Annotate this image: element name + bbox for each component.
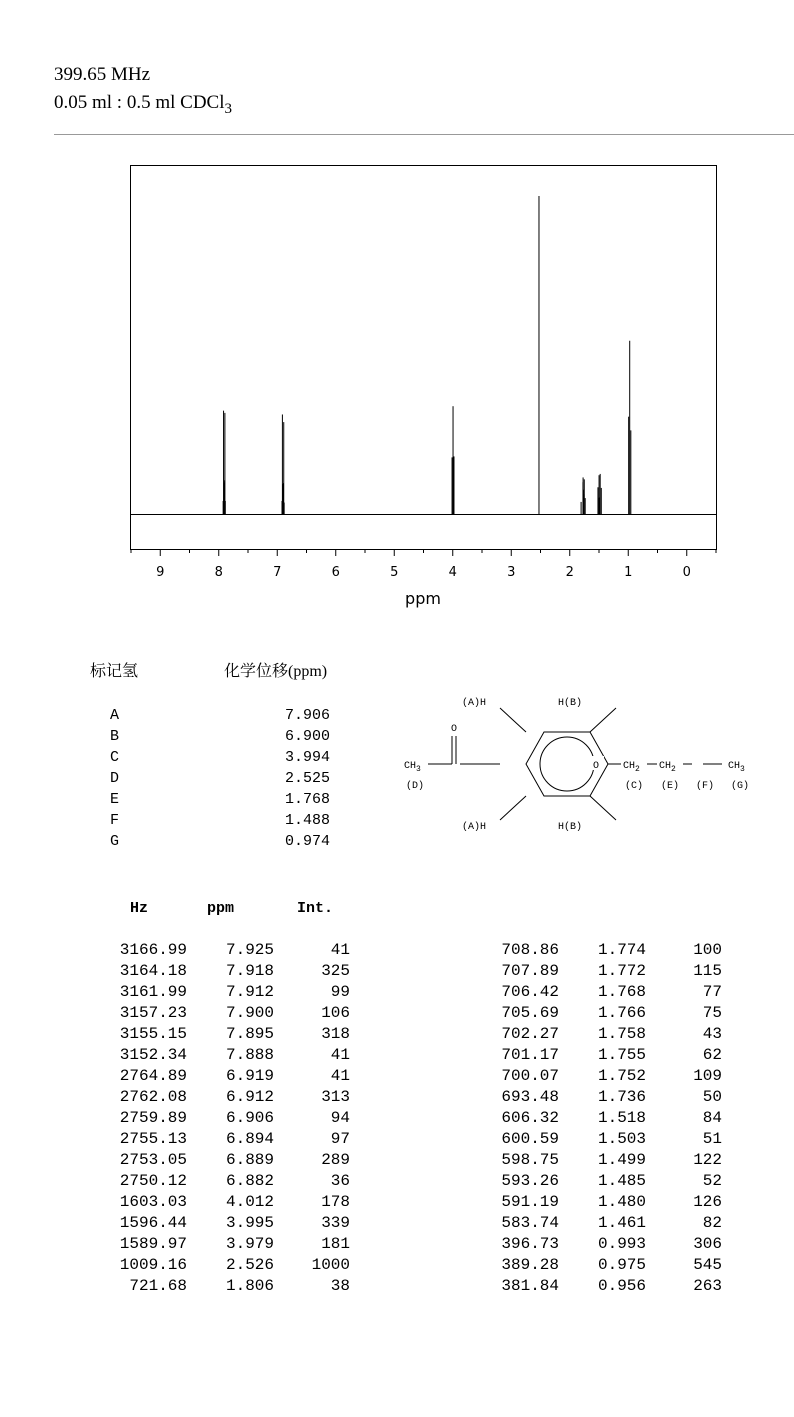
x-tick-label: 7 [273, 565, 282, 580]
peak-hz: 700.07 [501, 1067, 559, 1085]
peak-ppm: 7.900 [225, 1004, 274, 1022]
bond-top-left [500, 708, 526, 732]
peak-hz: 2755.13 [119, 1130, 187, 1148]
peak-row [400, 1066, 794, 1087]
hz-header: Hz [130, 900, 149, 917]
assignment-shift: 1.488 [284, 812, 330, 829]
peak-ppm: 0.956 [597, 1277, 646, 1295]
peak-ppm: 1.758 [597, 1025, 646, 1043]
peak-row [400, 961, 794, 982]
peak-row [0, 1255, 400, 1276]
peak-hz: 606.32 [501, 1109, 559, 1127]
peak-int: 325 [321, 962, 350, 980]
peak-ppm: 6.894 [225, 1130, 274, 1148]
peak-hz: 598.75 [501, 1151, 559, 1169]
peak-row [400, 1213, 794, 1234]
peak-hz: 2753.05 [119, 1151, 187, 1169]
peak-hz: 705.69 [501, 1004, 559, 1022]
peak-ppm: 6.919 [225, 1067, 274, 1085]
peak-ppm: 6.889 [225, 1151, 274, 1169]
peak-ppm: 2.526 [225, 1256, 274, 1274]
assignment-label: A [110, 707, 120, 724]
peak-int: 263 [693, 1277, 722, 1295]
assignment-shift: 7.906 [284, 707, 330, 724]
bottom-right-h: H(B) [558, 822, 583, 833]
peak-ppm: 1.503 [597, 1130, 646, 1148]
assignment-label: D [110, 770, 120, 787]
peak-ppm: 1.461 [597, 1214, 646, 1232]
peak-ppm: 1.518 [597, 1109, 646, 1127]
assignment-label: F [110, 812, 120, 829]
peak-hz: 591.19 [501, 1193, 559, 1211]
peak-ppm: 1.772 [597, 962, 646, 980]
peak-int: 306 [693, 1235, 722, 1253]
peak-row [0, 1045, 400, 1066]
peak-row [400, 1087, 794, 1108]
peak-int: 181 [321, 1235, 350, 1253]
peak-row [0, 1003, 400, 1024]
peak-row [400, 1255, 794, 1276]
peak-ppm: 7.895 [225, 1025, 274, 1043]
spectrometer-frequency: 399.65 MHz [54, 64, 151, 85]
peak-hz: 389.28 [501, 1256, 559, 1274]
peak-hz: 3155.15 [119, 1025, 187, 1043]
peak-int: 51 [702, 1130, 722, 1148]
peak-row [0, 1024, 400, 1045]
peak-ppm: 0.993 [597, 1235, 646, 1253]
peak-ppm: 6.912 [225, 1088, 274, 1106]
x-axis-label: ppm [405, 589, 441, 608]
peak-hz: 593.26 [501, 1172, 559, 1190]
peak-hz: 3164.18 [119, 962, 187, 980]
peak-ppm: 1.755 [597, 1046, 646, 1064]
peak-int: 52 [702, 1172, 722, 1190]
peak-hz: 2759.89 [119, 1109, 187, 1127]
peak-int: 43 [702, 1025, 722, 1043]
peak-ppm: 7.925 [225, 941, 274, 959]
label-f: (F) [696, 781, 715, 792]
methyl-group: $CH_3$ [404, 761, 421, 774]
peak-hz: 3166.99 [119, 941, 187, 959]
peak-int: 36 [330, 1172, 350, 1190]
peak-hz: 3157.23 [119, 1004, 187, 1022]
top-right-h: H(B) [558, 698, 583, 709]
int-header: Int. [297, 900, 334, 917]
peak-row [0, 1108, 400, 1129]
peak-row [0, 1213, 400, 1234]
peak-row [400, 1129, 794, 1150]
x-tick-label: 0 [682, 565, 691, 580]
peak-ppm: 0.975 [597, 1256, 646, 1274]
peak-row [400, 940, 794, 961]
x-tick-label: 3 [507, 565, 516, 580]
peak-int: 94 [330, 1109, 350, 1127]
peak-row [400, 1024, 794, 1045]
peak-int: 178 [321, 1193, 350, 1211]
x-tick-label: 1 [624, 565, 633, 580]
peak-ppm: 1.768 [597, 983, 646, 1001]
peak-int: 339 [321, 1214, 350, 1232]
peak-hz: 721.68 [129, 1277, 187, 1295]
peak-ppm: 3.979 [225, 1235, 274, 1253]
peak-hz: 381.84 [501, 1277, 559, 1295]
peak-row [400, 1192, 794, 1213]
peak-hz: 3161.99 [119, 983, 187, 1001]
ppm-header: ppm [207, 900, 235, 917]
bottom-left-h: (A)H [462, 822, 487, 833]
x-tick-label: 5 [390, 565, 399, 580]
assignment-label: C [110, 749, 120, 766]
peak-row [400, 1234, 794, 1255]
label-c: (C) [625, 781, 644, 792]
peak-row [0, 1087, 400, 1108]
assignment-label: G [110, 833, 120, 850]
peak-ppm: 3.995 [225, 1214, 274, 1232]
peak-hz: 693.48 [501, 1088, 559, 1106]
assignment-shift: 2.525 [284, 770, 330, 787]
peak-ppm: 7.888 [225, 1046, 274, 1064]
peak-int: 75 [702, 1004, 722, 1022]
peak-hz: 702.27 [501, 1025, 559, 1043]
peak-int: 50 [702, 1088, 722, 1106]
peak-ppm: 7.918 [225, 962, 274, 980]
assignment-label-header: 标记氢 [90, 663, 139, 680]
peak-hz: 1596.44 [119, 1214, 187, 1232]
peak-hz: 2762.08 [119, 1088, 187, 1106]
peak-row [0, 1276, 400, 1297]
peak-ppm: 1.752 [597, 1067, 646, 1085]
peak-ppm: 6.906 [225, 1109, 274, 1127]
peak-row [400, 982, 794, 1003]
assignment-shift: 3.994 [284, 749, 330, 766]
peak-table-right [400, 940, 794, 1297]
peak-int: 318 [321, 1025, 350, 1043]
peak-row [0, 940, 400, 961]
peak-table-left [0, 940, 400, 1297]
assignment-shift: 6.900 [284, 728, 330, 745]
peak-ppm: 1.485 [597, 1172, 646, 1190]
peak-int: 109 [693, 1067, 722, 1085]
peak-ppm: 1.766 [597, 1004, 646, 1022]
peak-int: 84 [702, 1109, 722, 1127]
peak-ppm: 1.480 [597, 1193, 646, 1211]
peak-int: 77 [702, 983, 722, 1001]
label-e: (E) [661, 781, 680, 792]
aromatic-circle [540, 737, 594, 791]
x-tick-label: 8 [214, 565, 223, 580]
x-tick-label: 9 [156, 565, 165, 580]
peak-hz: 2750.12 [119, 1172, 187, 1190]
peak-row [0, 982, 400, 1003]
peak-row [0, 1129, 400, 1150]
peak-hz: 1589.97 [119, 1235, 187, 1253]
peak-hz: 706.42 [501, 983, 559, 1001]
peak-int: 115 [693, 962, 722, 980]
peak-int: 38 [330, 1277, 350, 1295]
peak-ppm: 1.736 [597, 1088, 646, 1106]
ch3-terminal: $CH_3$ [728, 761, 745, 774]
peak-int: 289 [321, 1151, 350, 1169]
peak-row [0, 1234, 400, 1255]
peak-int: 41 [330, 1046, 350, 1064]
ch2-first: $CH_2$ [623, 761, 640, 774]
carbonyl-oxygen: O [450, 724, 458, 735]
bond-top-right [590, 708, 616, 732]
assignment-label: B [110, 728, 120, 745]
peak-int: 1000 [311, 1256, 350, 1274]
assignment-label: E [110, 791, 120, 808]
peak-hz: 3152.34 [119, 1046, 187, 1064]
peak-row [400, 1150, 794, 1171]
peak-hz: 1603.03 [119, 1193, 187, 1211]
methyl-label: (D) [406, 781, 425, 792]
peak-row [0, 961, 400, 982]
x-tick-label: 6 [331, 565, 340, 580]
label-g: (G) [731, 781, 750, 792]
ether-oxygen: O [592, 761, 600, 772]
peak-hz: 701.17 [501, 1046, 559, 1064]
peak-row [0, 1192, 400, 1213]
bond-bottom-right [590, 796, 616, 820]
peak-hz: 707.89 [501, 962, 559, 980]
peak-row [400, 1171, 794, 1192]
peak-int: 82 [702, 1214, 722, 1232]
peak-ppm: 4.012 [225, 1193, 274, 1211]
peak-row [400, 1108, 794, 1129]
x-tick-label: 2 [565, 565, 574, 580]
top-left-h: (A)H [462, 698, 487, 709]
peak-int: 97 [330, 1130, 350, 1148]
ch2-second: $CH_2$ [659, 761, 676, 774]
peak-int: 545 [693, 1256, 722, 1274]
peak-hz: 708.86 [501, 941, 559, 959]
solvent-text: 0.05 ml : 0.5 ml CDCl [54, 92, 225, 113]
peak-row [0, 1150, 400, 1171]
peak-row [400, 1276, 794, 1297]
assignment-shift: 0.974 [284, 833, 330, 850]
peak-ppm: 1.774 [597, 941, 646, 959]
peak-ppm: 7.912 [225, 983, 274, 1001]
peak-row [0, 1066, 400, 1087]
peak-hz: 396.73 [501, 1235, 559, 1253]
peak-int: 100 [693, 941, 722, 959]
peak-ppm: 6.882 [225, 1172, 274, 1190]
peak-int: 122 [693, 1151, 722, 1169]
peak-row [400, 1045, 794, 1066]
assignment-shift-header: 化学位移(ppm) [224, 663, 328, 680]
peak-int: 126 [693, 1193, 722, 1211]
peak-int: 99 [330, 983, 350, 1001]
solvent-subscript: 3 [224, 100, 232, 117]
bond-bottom-left [500, 796, 526, 820]
peak-hz: 583.74 [501, 1214, 559, 1232]
peak-int: 41 [330, 1067, 350, 1085]
assignment-shift: 1.768 [284, 791, 330, 808]
peak-ppm: 1.806 [225, 1277, 274, 1295]
peak-int: 62 [702, 1046, 722, 1064]
x-tick-label: 4 [448, 565, 457, 580]
peak-int: 313 [321, 1088, 350, 1106]
peak-int: 106 [321, 1004, 350, 1022]
peak-row [400, 1003, 794, 1024]
peak-hz: 1009.16 [119, 1256, 187, 1274]
peak-int: 41 [330, 941, 350, 959]
peak-row [0, 1171, 400, 1192]
peak-hz: 2764.89 [119, 1067, 187, 1085]
peak-ppm: 1.499 [597, 1151, 646, 1169]
peak-hz: 600.59 [501, 1130, 559, 1148]
